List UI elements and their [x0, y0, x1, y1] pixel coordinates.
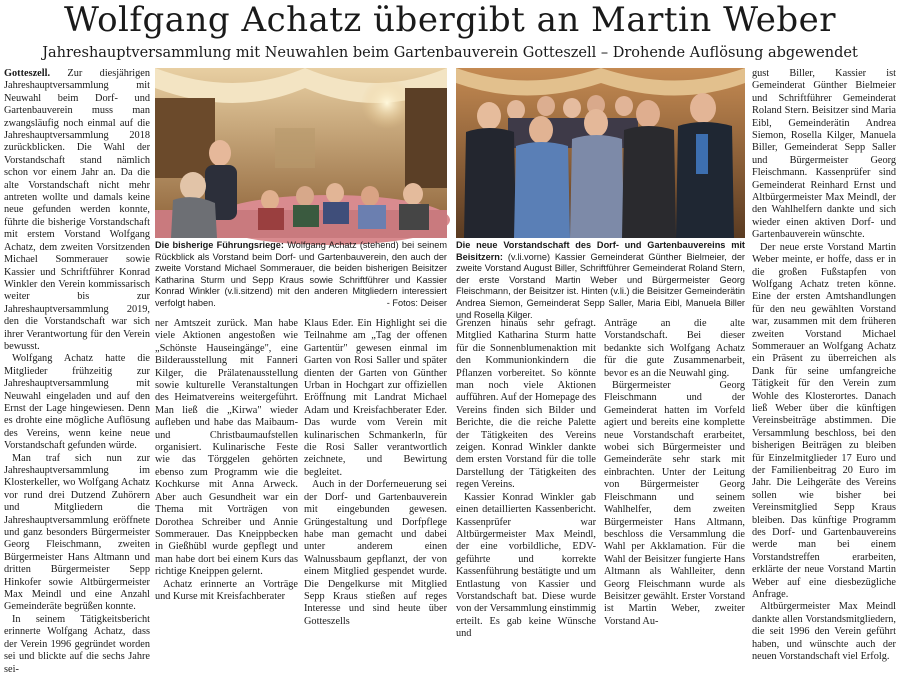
caption-former-board	[155, 240, 447, 316]
article-column-2	[155, 318, 298, 602]
article-column-6	[752, 68, 896, 663]
col6-paragraph-1: gust Biller, Kassier ist Gemeinderat Günther Bielmeier und Schriftführer Gemeinderat Roland Stern. Beisitzer sind Maria Eibl, Gemeinderätin Andrea Siemon, Rosella Kilger, Manuela Biller, Gemeinderat Sepp Saller und Bürgermeister Georg Fleischmann. Kassenprüfer sind Gemeinderat Reinhard Ernst und Altbürgermeister Max Meindl, der den Wahlhelfern dankte und sich wieder einen aktiven Dorf- und Gartenbauverein wünschte.	[752, 68, 896, 241]
col6-paragraph-2: Der neue erste Vorstand Martin Weber meinte, er hoffe, dass er in die großen Fußstapfen von Wolfgang Achatz treten könne. Eine der ersten Amtshandlungen für den neu gewählten Vorstand war, zusammen mit dem früheren zweiten Vorstand Michael Sommerauer an Wolfgang Achatz ein Präsent zu überreichen als Dank für seine umfangreiche Tätigkeit für den Verein zum Wohle des Klosterortes. Danach ließ Weber über die künftigen Vereinsbeiträge abstimmen. Die Versammlung beschloss, bei den bisherigen Beiträgen zu bleiben für Einzelmitglieder 17 Euro und der Familienbeitrag 20 Euro im Jahr. Die Leihgeräte des Vereins sollen wie bisher bei Vereinsmitglied Sepp Kraus bleiben. Das künftige Programm des Dorf- und Gartenbauvereins werde man bei einem Vorstandstreffen erarbeiten, erklärte der neue Vorstand Martin Weber auf eine diesbezügliche Anfrage.	[752, 241, 896, 601]
col1-paragraph-3: Man traf sich nun zur Jahreshauptversammlung im Klosterkeller, wo Wolfgang Achatz vor rund drei Dutzend Zuhörern und Mitgliedern die Jahreshauptversammlung eröffnete und ganz besonders Bürgermeister Georg Fleischmann, zweiten Bürgermeister Hans Altmann und dritten Bürgermeister Sepp Hinkofer sowie Altbürgermeister Max Meindl und eine Anzahl Gemeinderäte begrüßen konnte.	[4, 452, 150, 613]
photo-credit: - Fotos: Deiser	[386, 297, 447, 308]
col4-paragraph-1: Grenzen hinaus sehr gefragt. Mitglied Katharina Sturm hatte für die Sonnenblumenaktion mit den Kommunionkindern die Pflanzen vorbereitet. So könnte man noch viele Aktionen aufführen. Auf der Homepage des Vereins finden sich Bilder und Berichte, die die reiche Palette der Tätigkeiten des Vereins zeigen. Konrad Winkler dankte dem ersten Vorstand für die tolle Darstellung der Tätigkeiten des regen Vereins.	[456, 318, 596, 491]
col1-paragraph-4: In seinem Tätigkeitsbericht erinnerte Wolfgang Achatz, dass der Verein 1996 gegründet worden sei und blickte auf die sechs Jahre sei-	[4, 613, 150, 675]
col3-paragraph-1: Klaus Eder. Ein Highlight sei die Teilnahme am „Tag der offenen Gartentür" gewesen einmal im Garten von Rosi Saller und später dienten der Garten von Günther Urban in Hochgart zur offiziellen Eröffnung mit Landrat Michael Adam und Kreisfachberater Eder. Das wurde vom Verein mit kulinarischen Schmankerln, für die Rosi Saller verantwortlich zeichnete, und Bewirtung begleitet.	[304, 318, 447, 478]
photo-former-board	[155, 68, 447, 238]
photo-new-board-image	[456, 68, 745, 238]
col3-paragraph-2: Auch in der Dorferneuerung sei der Dorf- und Gartenbauverein mit eingebunden gewesen. Grüngestaltung und Dorfpflege habe man gemacht und dabei unter anderem einen Walnussbaum gepflanzt, der von einem Mitglied gespendet wurde. Die Dengelkurse mit Mitglied Sepp Kraus stießen auf reges Interesse und sind heute über Gotteszells	[304, 479, 447, 627]
photo-new-board	[456, 68, 745, 238]
headline: Wolfgang Achatz übergibt an Martin Weber	[63, 0, 837, 40]
col4-paragraph-2: Kassier Konrad Winkler gab einen detaillierten Kassenbericht. Kassenprüfer war Altbürgermeister Max Meindl, der eine vorbildliche, EDV-geführte und korrekte Kassenführung bestätigte und um Entlastung von Kassier und Vorstandschaft bat. Diese wurde von der Versammlung einstimmig erteilt. Es gab keine Wünsche und	[456, 491, 596, 640]
subheadline: Jahreshauptversammlung mit Neuwahlen beim Gartenbauverein Gotteszell – Drohende Auflösung abgewendet	[42, 45, 858, 61]
col1-paragraph-1: Zur diesjährigen Jahreshauptversammlung mit Neuwahl beim Dorf- und Gartenbauverein muss man zwangsläufig noch einmal auf die Jahreshauptversammlung 2018 zurückblicken. Die Wahl der Vorstandschaft stand nämlich schon vor einem Jahr an. Da die alte Vorstandschaft nicht mehr antreten wollte und damals keine neue gefunden werden konnte, führte die bisherige Vorstandschaft mit erstem Vorstand Wolfgang Achatz, dem zweiten Vorsitzenden Michael Sommerauer sowie Kassier und Schriftführer Konrad Winkler den Verein kommissarisch weiter bis zur Jahreshauptversammlung 2019, den die Vorstandschaft war sich ihrer Verantwortung für den Verein bewusst.	[4, 68, 150, 352]
col1-paragraph-2: Wolfgang Achatz hatte die Mitglieder frühzeitig zur Jahreshauptversammlung mit Neuwahl eingeladen und auf den Ernst der Lage hingewiesen. Denn es drohte eine mögliche Auflösung des Vereins, wenn keine neue Vorstandschaft gefunden würde.	[4, 353, 150, 452]
dateline: Gotteszell.	[4, 68, 51, 79]
col5-paragraph-1: Anträge an die alte Vorstandschaft. Bei dieser bedankte sich Wolfgang Achatz für die gute Zusammenarbeit, bevor es an die Neuwahl ging.	[604, 318, 745, 379]
caption-new-board	[456, 240, 745, 320]
caption-new-board-lead: Die neue Vorstandschaft des Dorf- und Gartenbauvereins mit Beisitzern:	[456, 240, 745, 262]
caption-new-board-text: (v.li.vorne) Kassier Gemeinderat Günther Bielmeier, der zweite Vorstand August Biller, Schriftführer Gemeinderat Roland Stern, der erste Vorstand Martin Weber und Bürgermeister Georg Fleischmann, der Beisitzer ist. Hinten (v.li.) die Beisitzer Gemeinderätin Andrea Siemon, Gemeinderat Sepp Saller, Maria Eibl, Manuela Biller und Rosella Kilger.	[456, 251, 745, 320]
col2-paragraph-2: Achatz erinnerte an Vorträge und Kurse mit Kreisfachberater	[155, 578, 298, 602]
article-column-1	[4, 68, 150, 675]
article-column-4	[456, 318, 596, 640]
caption-former-board-lead: Die bisherige Führungsriege:	[155, 240, 284, 250]
photo-former-board-image	[155, 68, 447, 238]
article-column-5	[604, 318, 745, 627]
col5-paragraph-2: Bürgermeister Georg Fleischmann und der Gemeinderat hatten im Vorfeld agiert und bereits eine komplette neue Vorstandschaft erarbeitet, wobei sich Bürgermeister und Gemeinderäte sehr stark mit einbrachten. Unter der Leitung von Bürgermeister Georg Fleischmann und seinem Wahlhelfer, dem zweiten Bürgermeister Hans Altmann, beschloss die Versammlung die Wahl per Akklamation. Für die Wahl der Beisitzer fungierte Hans Altmann als Wahlleiter, denn Georg Fleischmann wurde als Beisitzer gewählt. Erster Vorstand ist Martin Weber, zweiter Vorstand Au-	[604, 380, 745, 627]
col6-paragraph-3: Altbürgermeister Max Meindl dankte allen Vorstandsmitgliedern, die seit 1996 den Verein geführt haben, und wünschte auch der neuen Vorstandschaft viel Erfolg.	[752, 601, 896, 663]
article-column-3	[304, 318, 447, 627]
col2-paragraph-1: ner Amtszeit zurück. Man habe viele Aktionen angestoßen wie „Schönste Hauseingänge", eine Bilderausstellung mit Fanneri Kilger, die Prälatenausstellung sowie kulturelle Veranstaltungen des Heimatvereins weitergeführt. Man ließ die „Kirwa" wieder aufleben und habe das Maibaum- und Christbaumaufstellen organisiert. Kulinarische Feste wie das Törggelen gehörten ebenso zum Programm wie die Kochkurse mit Anna Arweck. Aber auch Gesundheit war ein Thema mit Vorträgen von Dorothea Schreiber und Annie Sommerauer. Das Kneippbecken in Gießhübl wurde gepflegt und man habe dort bei einem Kurs das richtige Kneippen gelernt.	[155, 318, 298, 578]
caption-former-board-text: Wolfgang Achatz (stehend) bei seinem Rückblick als Vorstand beim Dorf- und Gartenbauverein, den auch der zweite Vorstand Michael Sommerauer, die beiden bisherigen Beisitzer Katharina Sturm und Sepp Kraus sowie Schriftführer und Kassier Konrad Winkler (v.li.sitzend) mit den anderen Mitgliedern interessiert verfolgt haben.	[155, 240, 448, 308]
